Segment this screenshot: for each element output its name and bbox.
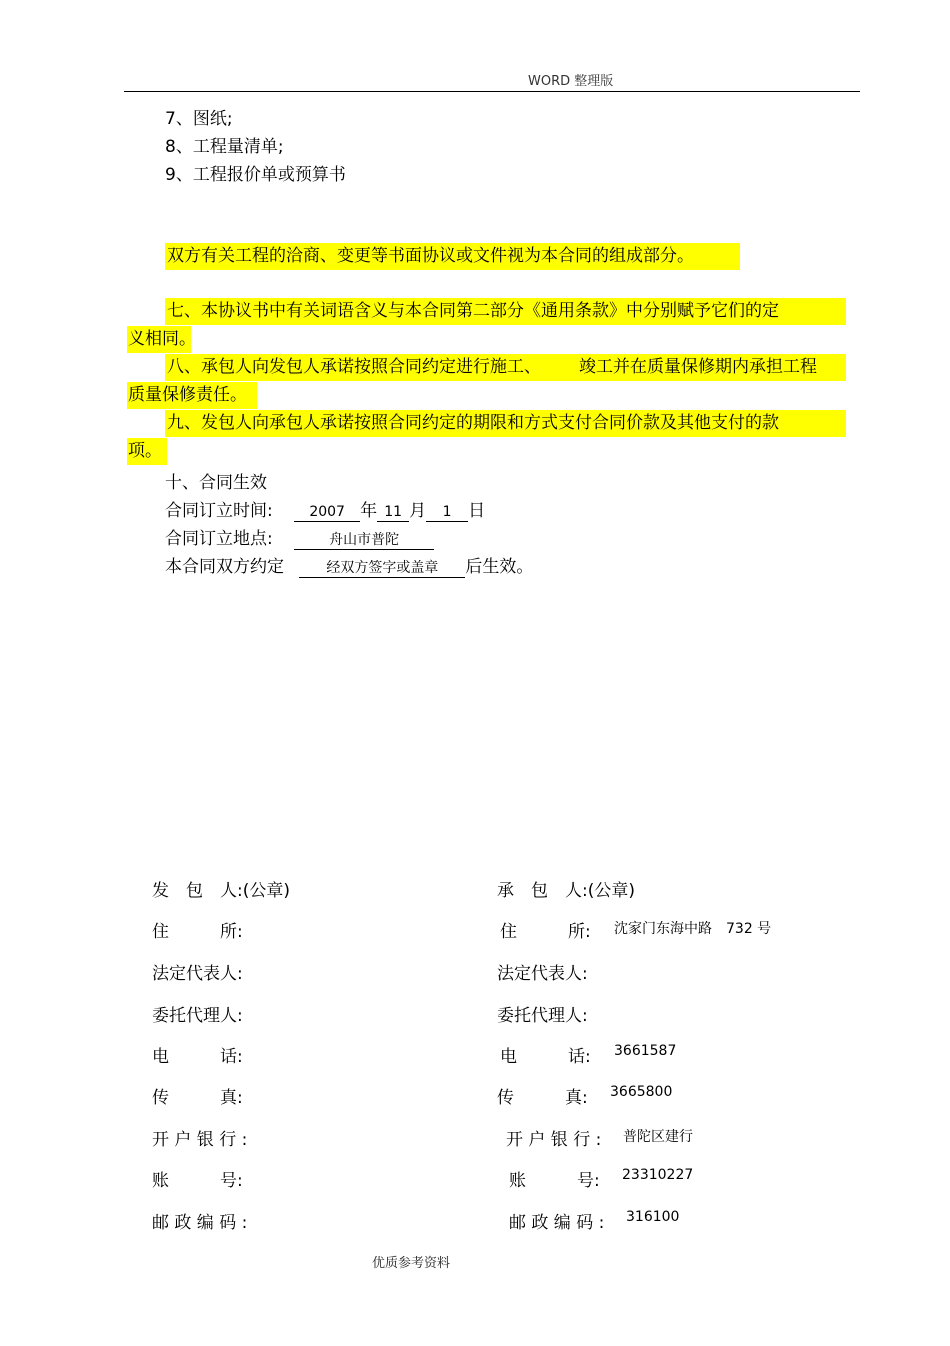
paragraph-7-line-1: 七、本协议书中有关词语含义与本合同第二部分《通用条款》中分别赋予它们的定 [167,301,779,321]
paragraph-negotiation: 双方有关工程的洽商、变更等书面协议或文件视为本合同的组成部分。 [167,246,694,266]
paragraph-9-line-1: 九、发包人向承包人承诺按照合同约定的期限和方式支付合同价款及其他支付的款 [167,413,779,433]
contractor-fax-value: 3665800 [610,1084,673,1100]
contractor-address-value: 沈家门东海中路 732 号 [614,921,772,937]
contractor-phone-value: 3661587 [614,1043,677,1059]
month-unit: 月 [409,501,427,521]
contractor-account-value: 23310227 [622,1167,694,1183]
employer-address-label: 住 所: [152,922,243,942]
year-field: 2007 [294,503,360,522]
effective-condition-label: 本合同双方约定 [165,557,284,577]
employer-fax-label: 传 真: [152,1088,243,1108]
day-unit: 日 [468,501,486,521]
year-unit: 年 [360,501,378,521]
signing-time-row [165,500,485,522]
employer-postcode-label: 邮 政 编 码 : [152,1213,248,1233]
signing-place-field: 舟山市普陀 [294,531,434,550]
paragraph-7-line-2: 义相同。 [128,329,196,349]
contractor-agent-label: 委托代理人: [497,1006,588,1026]
list-item: 7、图纸; [165,109,233,129]
section-heading: 十、合同生效 [165,473,267,493]
contractor-bank-value: 普陀区建行 [623,1129,693,1145]
contractor-postcode-value: 316100 [626,1209,680,1225]
contractor-name-label: 承 包 人:(公章) [497,881,635,901]
paragraph-8-line-1b: 竣工并在质量保修期内承担工程 [579,357,817,377]
signing-place-label: 合同订立地点: [165,529,273,549]
employer-phone-label: 电 话: [152,1047,243,1067]
employer-bank-label: 开 户 银 行 : [152,1130,248,1150]
effective-condition-row [165,556,533,578]
page-header: WORD 整理版 [528,74,614,89]
signing-time-label: 合同订立时间: [165,501,273,521]
employer-agent-label: 委托代理人: [152,1006,243,1026]
signing-place-row [165,528,434,550]
contractor-address-label: 住 所: [500,922,591,942]
month-field: 11 [377,503,409,522]
contractor-postcode-label: 邮 政 编 码 : [509,1213,605,1233]
header-divider [124,91,860,92]
paragraph-8-line-1a: 八、承包人向发包人承诺按照合同约定进行施工、 [167,357,541,377]
contractor-fax-label: 传 真: [497,1088,588,1108]
contractor-account-label: 账 号: [509,1171,600,1191]
effective-condition-field: 经双方签字或盖章 [299,559,465,578]
contractor-phone-label: 电 话: [500,1047,591,1067]
paragraph-8-line-2: 质量保修责任。 [128,385,247,405]
employer-legal-rep-label: 法定代表人: [152,964,243,984]
page-footer: 优质参考资料 [372,1256,451,1271]
paragraph-9-line-2: 项。 [128,441,162,461]
employer-name-label: 发 包 人:(公章) [152,881,290,901]
effective-condition-suffix: 后生效。 [465,557,534,577]
day-field: 1 [426,503,468,522]
contractor-bank-label: 开 户 银 行 : [506,1130,602,1150]
contractor-legal-rep-label: 法定代表人: [497,964,588,984]
list-item: 8、工程量清单; [165,137,284,157]
employer-account-label: 账 号: [152,1171,243,1191]
list-item: 9、工程报价单或预算书 [165,165,346,185]
